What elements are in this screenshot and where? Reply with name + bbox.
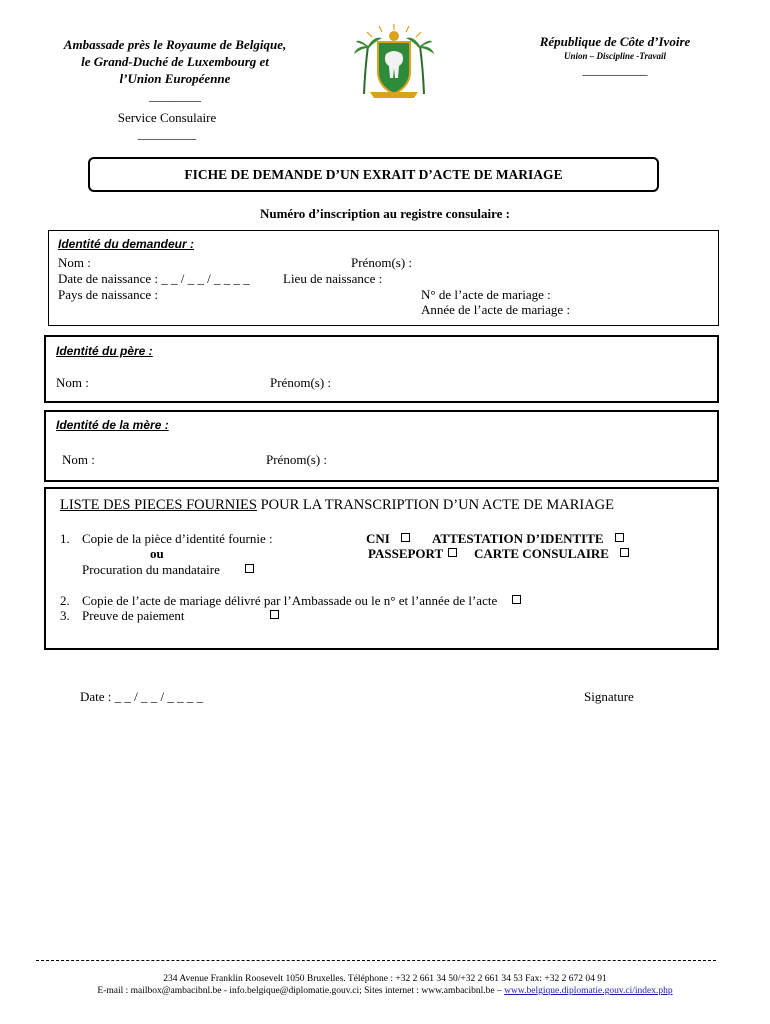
proxy-label: Procuration du mandataire xyxy=(82,562,220,577)
embassy-header xyxy=(40,36,310,104)
cni-checkbox[interactable] xyxy=(401,533,410,542)
item-1-proxy xyxy=(82,562,254,578)
father-nom-label[interactable]: Nom : xyxy=(56,375,89,390)
father-section xyxy=(44,335,719,403)
passeport-label: PASSEPORT xyxy=(368,546,443,561)
mother-prenom-label[interactable]: Prénom(s) : xyxy=(266,452,328,467)
cni-label: CNI xyxy=(366,531,390,546)
service-consulaire: Service Consulaire xyxy=(117,110,217,125)
attestation-option xyxy=(432,531,624,547)
documents-title xyxy=(60,497,614,514)
attestation-label: ATTESTATION D’IDENTITE xyxy=(432,531,604,546)
service-separator: _________ xyxy=(137,126,197,141)
marriage-act-number-label[interactable]: N° de l’acte de mariage : xyxy=(421,287,551,302)
item-2-text: Copie de l’acte de mariage délivré par l’Ambassade ou le n° et l’année de l’acte xyxy=(82,593,498,608)
registry-number-label: Numéro d’inscription au registre consulaire : xyxy=(259,206,510,221)
carte-label: CARTE CONSULAIRE xyxy=(474,546,609,561)
item-1-or: ou xyxy=(150,546,164,561)
republic-header xyxy=(500,34,730,78)
passeport-checkbox[interactable] xyxy=(448,548,457,557)
signature-label: Signature xyxy=(584,689,634,704)
mother-nom-label[interactable]: Nom : xyxy=(62,452,95,467)
mother-heading: Identité de la mère : xyxy=(56,418,169,432)
item-3-checkbox[interactable] xyxy=(270,610,279,619)
republic-separator: __________ xyxy=(582,62,648,77)
item-2-number: 2. xyxy=(60,593,70,608)
item-1-text: Copie de la pièce d’identité fournie : xyxy=(82,531,273,546)
passeport-option xyxy=(368,546,457,562)
title-box xyxy=(88,157,659,192)
item-2 xyxy=(82,593,521,609)
embassy-line-2: le Grand-Duché de Luxembourg et xyxy=(81,54,269,69)
republic-motto: Union – Discipline -Travail xyxy=(564,51,666,61)
father-prenom-label[interactable]: Prénom(s) : xyxy=(270,375,332,390)
service-block xyxy=(40,110,294,142)
applicant-birthplace-label[interactable]: Lieu de naissance : xyxy=(283,271,383,286)
father-heading: Identité du père : xyxy=(56,344,153,358)
item-1-number: 1. xyxy=(60,531,70,546)
item-3-number: 3. xyxy=(60,608,70,623)
date-field[interactable]: Date : _ _ / _ _ / _ _ _ _ xyxy=(80,689,204,704)
applicant-dob-field[interactable]: Date de naissance : _ _ / _ _ / _ _ _ _ xyxy=(58,271,250,286)
item-3-text: Preuve de paiement xyxy=(82,608,185,623)
form-title: FICHE DE DEMANDE D’UN EXRAIT D’ACTE DE MARIAGE xyxy=(184,167,563,182)
carte-option xyxy=(474,546,629,562)
embassy-separator: ________ xyxy=(149,88,201,103)
marriage-act-year-label[interactable]: Année de l’acte de mariage : xyxy=(421,302,571,317)
proxy-checkbox[interactable] xyxy=(245,564,254,573)
republic-name: République de Côte d’Ivoire xyxy=(539,34,691,49)
cni-option xyxy=(366,531,410,547)
item-2-checkbox[interactable] xyxy=(512,595,521,604)
footer-email: E-mail : mailbox@ambacibnl.be - info.belgique@diplomatie.gouv.ci; Sites internet : www.ambacibnl.be – xyxy=(97,986,505,996)
footer-address: 234 Avenue Franklin Roosevelt 1050 Bruxelles. Téléphone : +32 2 661 34 50/+32 2 661 34 53 Fax: +32 2 672 04 91 xyxy=(163,974,607,984)
documents-section xyxy=(44,487,719,650)
documents-title-underlined: LISTE DES PIECES FOURNIES xyxy=(60,497,257,513)
coat-of-arms-icon xyxy=(352,24,436,100)
website-link[interactable]: www.belgique.diplomatie.gouv.ci/index.php xyxy=(504,986,673,996)
footer-rule xyxy=(36,960,716,961)
attestation-checkbox[interactable] xyxy=(615,533,624,542)
applicant-prenom-label[interactable]: Prénom(s) : xyxy=(351,255,413,270)
mother-section xyxy=(44,410,719,482)
embassy-line-1: Ambassade près le Royaume de Belgique, xyxy=(63,37,287,52)
embassy-line-3: l’Union Européenne xyxy=(119,71,231,86)
footer-contact xyxy=(0,986,770,996)
item-3 xyxy=(82,608,279,624)
applicant-nom-label[interactable]: Nom : xyxy=(58,255,91,270)
applicant-section xyxy=(48,230,719,326)
carte-checkbox[interactable] xyxy=(620,548,629,557)
documents-title-rest: POUR LA TRANSCRIPTION D’UN ACTE DE MARIAGE xyxy=(256,497,614,513)
applicant-birth-country-label[interactable]: Pays de naissance : xyxy=(58,287,159,302)
applicant-heading: Identité du demandeur : xyxy=(58,237,195,251)
